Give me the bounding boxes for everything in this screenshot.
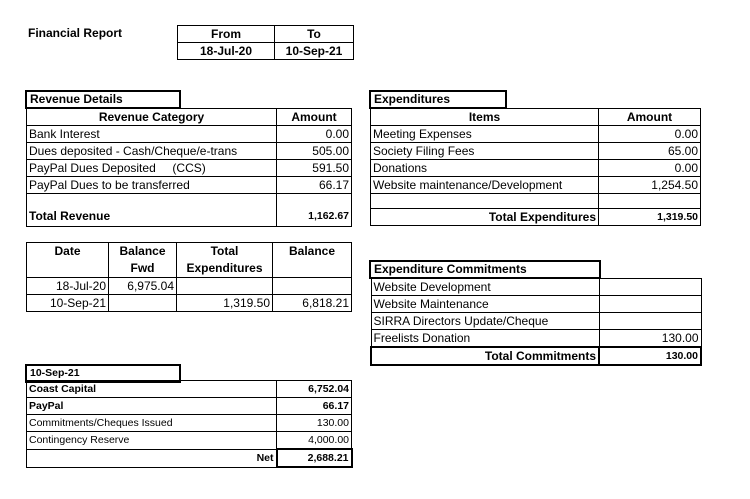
revenue-category: Dues deposited - Cash/Cheque/e-trans [27, 143, 277, 160]
total-expenditures-label: Total Expenditures [371, 209, 599, 226]
table-row [371, 126, 701, 143]
balance-header-date: Date [27, 243, 109, 278]
balance-header-fwd-line2: Fwd [130, 261, 155, 275]
commitment-item: Website Maintenance [371, 296, 599, 313]
net-value: 2,688.21 [277, 449, 352, 467]
table-row [27, 143, 352, 160]
balance-header-total-exp-line2: Expenditures [186, 261, 263, 275]
revenue-category: Bank Interest [27, 126, 277, 143]
expenditures-table [370, 108, 701, 226]
table-row [27, 126, 352, 143]
table-row [27, 432, 352, 450]
commitments-title: Expenditure Commitments [369, 260, 601, 279]
revenue-header-category: Revenue Category [27, 109, 277, 126]
expenditures-header-items: Items [371, 109, 599, 126]
table-row [371, 279, 701, 296]
revenue-table [26, 108, 352, 227]
balance-total-exp: 1,319.50 [177, 295, 273, 312]
table-row [27, 398, 352, 415]
table-row [27, 381, 352, 398]
table-row [371, 313, 701, 330]
to-value: 10-Sep-21 [275, 43, 354, 60]
commitment-amount [599, 296, 701, 313]
expenditure-item: Donations [371, 160, 599, 177]
table-row [371, 143, 701, 160]
empty-cell [599, 194, 701, 209]
balance-date: 18-Jul-20 [27, 278, 109, 295]
net-summary-label: PayPal [27, 398, 277, 415]
commitment-item: Website Development [371, 279, 599, 296]
balance-value [273, 278, 352, 295]
net-summary-value: 66.17 [277, 398, 352, 415]
net-summary-table [26, 380, 353, 468]
net-label: Net [27, 449, 277, 467]
revenue-amount: 66.17 [277, 177, 352, 194]
table-row [371, 296, 701, 313]
table-row [27, 160, 352, 177]
expenditure-amount: 0.00 [599, 160, 701, 177]
revenue-category: PayPal Dues Deposited (CCS) [27, 160, 277, 177]
total-revenue-value: 1,162.67 [277, 194, 352, 227]
commitment-amount [599, 279, 701, 296]
revenue-title: Revenue Details [25, 90, 181, 109]
balance-header-balance: Balance [273, 243, 352, 278]
table-row [27, 295, 352, 312]
balance-date: 10-Sep-21 [27, 295, 109, 312]
from-value: 18-Jul-20 [178, 43, 275, 60]
balance-header-total-exp [177, 243, 273, 278]
revenue-amount: 591.50 [277, 160, 352, 177]
table-row [27, 415, 352, 432]
net-summary-date: 10-Sep-21 [25, 364, 181, 383]
empty-cell [371, 194, 599, 209]
total-revenue-label: Total Revenue [27, 194, 277, 227]
balance-header-total-exp-line1: Total [210, 244, 239, 258]
expenditure-item: Website maintenance/Development [371, 177, 599, 194]
from-label: From [178, 26, 275, 43]
expenditure-amount: 1,254.50 [599, 177, 701, 194]
net-summary-value: 6,752.04 [277, 381, 352, 398]
table-row [371, 330, 701, 348]
expenditure-amount: 0.00 [599, 126, 701, 143]
total-commitments-label: Total Commitments [371, 347, 599, 365]
table-row [371, 160, 701, 177]
expenditure-item: Meeting Expenses [371, 126, 599, 143]
net-summary-value: 4,000.00 [277, 432, 352, 450]
balance-fwd [109, 295, 177, 312]
table-row [371, 177, 701, 194]
revenue-amount: 0.00 [277, 126, 352, 143]
commitment-item: SIRRA Directors Update/Cheque [371, 313, 599, 330]
net-summary-label: Commitments/Cheques Issued [27, 415, 277, 432]
balance-header-fwd-line1: Balance [119, 244, 166, 258]
period-table [177, 25, 354, 60]
table-row [27, 278, 352, 295]
commitment-item: Freelists Donation [371, 330, 599, 348]
balance-value: 6,818.21 [273, 295, 352, 312]
expenditures-header-amount: Amount [599, 109, 701, 126]
table-row [27, 177, 352, 194]
expenditure-item: Society Filing Fees [371, 143, 599, 160]
balance-total-exp [177, 278, 273, 295]
expenditures-title: Expenditures [369, 90, 507, 109]
balance-table [26, 242, 352, 312]
revenue-category: PayPal Dues to be transferred [27, 177, 277, 194]
expenditure-amount: 65.00 [599, 143, 701, 160]
commitments-table [370, 278, 702, 366]
net-summary-label: Coast Capital [27, 381, 277, 398]
revenue-amount: 505.00 [277, 143, 352, 160]
to-label: To [275, 26, 354, 43]
total-expenditures-value: 1,319.50 [599, 209, 701, 226]
balance-header-fwd [109, 243, 177, 278]
commitment-amount: 130.00 [599, 330, 701, 348]
total-commitments-value: 130.00 [599, 347, 701, 365]
net-summary-value: 130.00 [277, 415, 352, 432]
net-summary-label: Contingency Reserve [27, 432, 277, 450]
balance-fwd: 6,975.04 [109, 278, 177, 295]
revenue-header-amount: Amount [277, 109, 352, 126]
report-title: Financial Report [28, 26, 123, 40]
commitment-amount [599, 313, 701, 330]
